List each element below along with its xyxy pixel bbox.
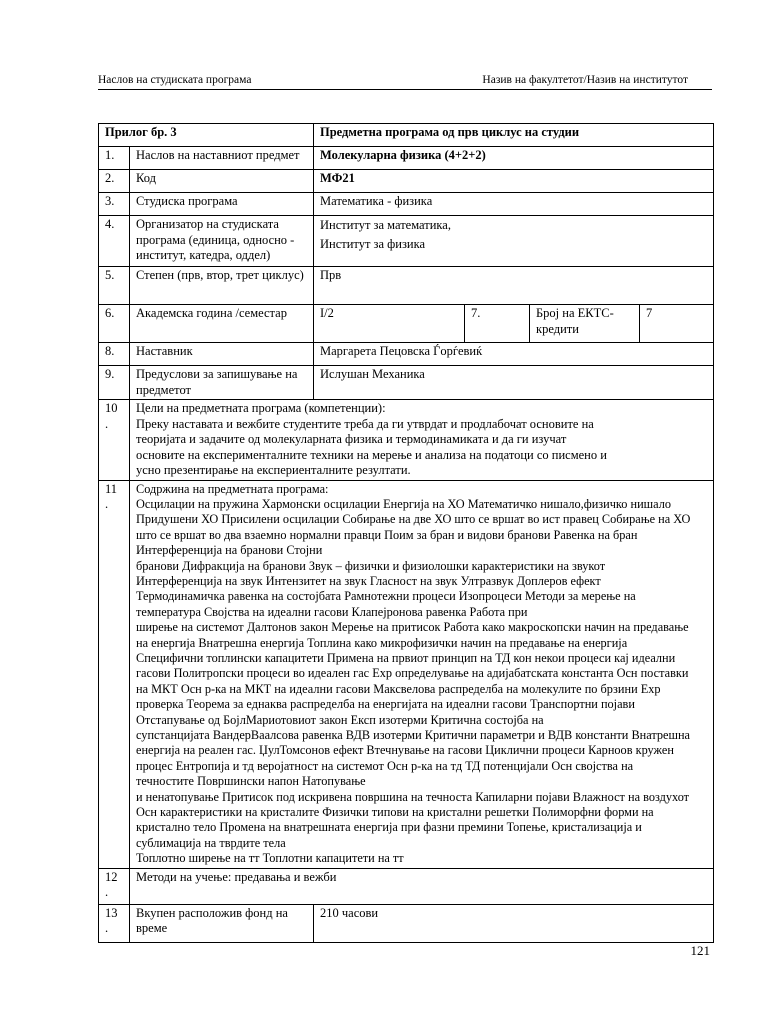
- row-number: 9.: [99, 366, 130, 400]
- text-line: температура Својства на идеални гасови Клапејронова равенка Работа при: [136, 604, 528, 619]
- text-line: Специфични топлински капацитети Примена на првиот принцип на ТД кон некои процеси кај идеални: [136, 650, 676, 665]
- table-row: [99, 904, 714, 942]
- header-rule: [98, 89, 712, 90]
- text-line: теоријата и задачите од молекуларната физика и термодинамиката и да ги изучат: [136, 432, 567, 446]
- table-row: [99, 366, 714, 400]
- text-line: течностите Површински напон Натопување: [136, 774, 366, 789]
- goals-text: [136, 417, 707, 479]
- text-line: Осн карактеристики на кристалите Физички типови на кристални решетки Полиморфни форми на: [136, 805, 654, 820]
- table-row: [99, 400, 714, 481]
- table-row: [99, 267, 714, 305]
- row-number: 3.: [99, 193, 130, 216]
- text-line: Интерференција на бранови Стојни: [136, 543, 323, 558]
- text-line: ширење на системот Далтонов закон Мерење на притисок Работа како макроскопски начин на предавање: [136, 620, 689, 635]
- row-number: 5.: [99, 267, 130, 305]
- text-line: гасови Политропски процеси во идеален гас Exp определување на адијабатската константа Осн поставки: [136, 666, 689, 681]
- row-label: Организатор на студиската програма (единица, односно - институт, катедра, оддел): [130, 216, 314, 267]
- row-number: 13 .: [99, 904, 130, 942]
- text-line: енергија на реален гас. ЏулТомсонов ефект Втечнување на гасови Циклични процеси Карноов кружен: [136, 743, 674, 758]
- text-line: Преку наставата и вежбите студентите треба да ги утврдат и продлабочат основите на: [136, 416, 594, 431]
- row-label: Академска година /семестар: [130, 305, 314, 343]
- row-number: 7.: [465, 305, 530, 343]
- text-line: основите на експерименталните техники на мерење и анализа на податоци со писмено и: [136, 447, 607, 462]
- row-number: 8.: [99, 343, 130, 366]
- text-line: Осцилации на пружина Хармонски осцилации Енергија на ХО Математичко нишало,физичко нишало: [136, 496, 671, 511]
- table-row: [99, 216, 714, 267]
- row-label: Број на ЕКТС-кредити: [530, 305, 640, 343]
- text-line: сублимација на тврдите тела: [136, 835, 286, 850]
- table-row: [99, 868, 714, 904]
- teaching-methods: Методи на учење: предавања и вежби: [130, 868, 714, 904]
- text-line: на МКТ Осн р-ка на МКТ на идеални гасови Максвелова распределба на молекулите по брзини Exp: [136, 681, 661, 696]
- header-faculty-name: Назив на факултетот/Назив на институтот: [482, 74, 688, 86]
- row-number: 12 .: [99, 868, 130, 904]
- degree-value: Прв: [314, 267, 714, 305]
- row-label: Студиска програма: [130, 193, 314, 216]
- text-line: Отстапување од БојлМариотовиот закон Експ изотерми Критична состојба на: [136, 712, 544, 727]
- page-number: 121: [690, 943, 710, 958]
- row-number: 2.: [99, 170, 130, 193]
- row-label: Наслов на наставниот предмет: [130, 147, 314, 170]
- table-row: [99, 305, 714, 343]
- text-line: Интерференција на звук Интензитет на звук Гласност на звук Ултразвук Доплеров ефект: [136, 573, 601, 588]
- text-line: на енергија Внатрешна енергија Топлина како микрофизички начин на предавање на енергија: [136, 635, 628, 650]
- row-number: 6.: [99, 305, 130, 343]
- text-line: проверка Теорема за еднаква распределба на енергијата на идеални гасови Транспортни појави: [136, 697, 635, 712]
- row-number: 1.: [99, 147, 130, 170]
- goals-cell: [130, 400, 714, 481]
- row-label: Наставник: [130, 343, 314, 366]
- content-cell: [130, 480, 714, 868]
- content-title: Содржина на предметната програма:: [136, 481, 329, 496]
- row-label: Предуслови за запишување на предметот: [130, 366, 314, 400]
- teacher-value: Маргарета Пецовска Ѓорѓевиќ: [314, 343, 714, 366]
- text-line: усно презентирање на експериенталните резултати.: [136, 463, 411, 477]
- course-program-table: [98, 123, 714, 943]
- row-number: 4.: [99, 216, 130, 267]
- table-title: Предметна програма од прв циклус на студии: [314, 124, 714, 147]
- text-line: Придушени ХО Присилени осцилации Собирање на две ХО што се вршат во ист правец Собирање на ХО: [136, 512, 691, 527]
- row-label: Степен (прв, втор, трет циклус): [130, 267, 314, 305]
- text-line: Топлотно ширење на тт Топлотни капацитети на тт: [136, 851, 404, 866]
- table-header-row: [99, 124, 714, 147]
- table-row: [99, 147, 714, 170]
- prerequisites-value: Ислушан Механика: [314, 366, 714, 400]
- text-line: што се вршат во два взаемно нормални правци Поим за бран и видови бранови Равенка на бран: [136, 527, 638, 542]
- organizer-line: Институт за математика,: [320, 218, 451, 232]
- text-line: кристално тело Промена на внатрешната енергија при фазни премини Топење, кристализација и: [136, 820, 642, 835]
- text-line: и ненатопување Притисок под искривена површина на течноста Капиларни појави Влажност на воздухот: [136, 789, 690, 804]
- study-program-value: Математика - физика: [314, 193, 714, 216]
- text-line: процес Ентропија и тд веројатност на системот Осн р-ка на тд ТД потенцијали Осн својства на: [136, 758, 634, 773]
- text-line: Термодинамичка равенка на состојбата Рамнотежни процеси Изопроцеси Методи за мерење на: [136, 589, 636, 604]
- table-row: [99, 343, 714, 366]
- course-code-value: МФ21: [314, 170, 714, 193]
- ects-value: 7: [640, 305, 714, 343]
- row-number: 11 .: [99, 480, 130, 868]
- total-hours-value: 210 часови: [314, 904, 714, 942]
- text-line: супстанцијата ВандерВаалсова равенка ВДВ изотерми Критични параметри и ВДВ константи Внатрешна: [136, 728, 691, 742]
- course-title-value: Молекуларна физика (4+2+2): [314, 147, 714, 170]
- table-row: [99, 193, 714, 216]
- table-row: [99, 480, 714, 868]
- row-label: Код: [130, 170, 314, 193]
- annex-label: Прилог бр. 3: [99, 124, 314, 147]
- row-label: Вкупен расположив фонд на време: [130, 904, 314, 942]
- organizer-line: Институт за физика: [320, 236, 426, 251]
- text-line: бранови Дифракција на бранови Звук – физички и физиолошки карактеристики на звукот: [136, 558, 606, 573]
- header-program-title: Наслов на студиската програма: [98, 74, 252, 86]
- row-number: 10 .: [99, 400, 130, 481]
- table-row: [99, 170, 714, 193]
- content-text: [136, 497, 707, 867]
- organizer-value: [314, 216, 714, 267]
- goals-title: Цели на предметната програма (компетенции):: [136, 401, 386, 415]
- semester-value: I/2: [314, 305, 465, 343]
